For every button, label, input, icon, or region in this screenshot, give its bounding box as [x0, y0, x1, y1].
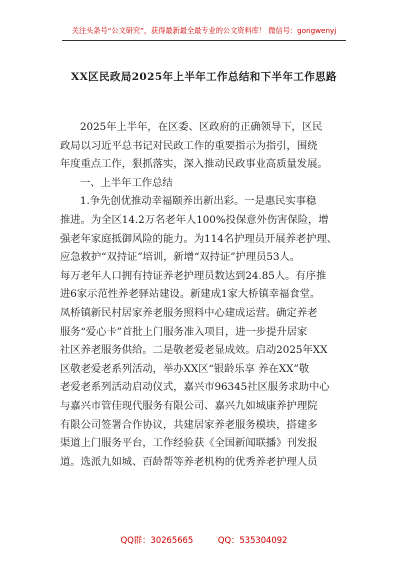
page-footer: [0, 534, 408, 546]
body-line: 2025年上半年，在区委、区政府的正确领导下，区民: [80, 121, 323, 133]
body-line: 一、上半年工作总结: [80, 176, 173, 189]
body-line: 与嘉兴市管佳现代服务有限公司、嘉兴九如城康养护理院: [60, 399, 318, 412]
body-line: 1.争先创优推动幸福颐养出新出彩。一是惠民实事稳: [80, 195, 317, 208]
footer-qq-group: QQ群：30265665: [120, 535, 194, 545]
body-line: 道。选派九如城、百龄帮等养老机构的优秀养老护理人员: [60, 455, 318, 468]
page-header: [0, 0, 408, 56]
body-line: 凤桥镇新民村居家养老服务照料中心建成运营。确定养老: [60, 306, 318, 319]
document-body: [60, 118, 348, 471]
body-line: 社区养老服务供给。二是敬老爱老显成效。启动2025年XX: [60, 344, 328, 357]
body-line: 服务“爱心卡”首批上门服务准入项目，进一步提升居家: [60, 325, 308, 338]
body-line: 进6家示范性养老驿站建设。新建成1家大桥镇幸福食堂。: [60, 288, 321, 301]
body-line: 老爱老系列活动启动仪式，嘉兴市96345社区服务求助中心: [60, 381, 330, 394]
body-line: 政局以习近平总书记对民政工作的重要指示为指引，围绕: [60, 139, 318, 152]
body-line: 强老年家庭抵御风险的能力。为114名护理员开展养老护理、: [60, 232, 338, 245]
body-line: 区敬老爱老系列活动，举办XX区“银龄乐享 养在XX”敬: [60, 362, 310, 375]
document-title: XX区民政局2025年上半年工作总结和下半年工作思路: [71, 71, 337, 83]
body-line: 渠道上门服务平台，工作经验获《全国新闻联播》刊发报: [60, 437, 318, 450]
body-line: 每万老年人口拥有持证养老护理员数达到24.85人。有序推: [60, 269, 327, 282]
header-notice: 关注头条号“公文研究”，获得最新最全最专业的公文资料库！ 微信号：gongwenyj: [71, 26, 337, 35]
footer-qq: QQ：535304092: [217, 535, 288, 545]
header-divider: [62, 40, 346, 41]
body-line: 推进。为全区14.2万名老年人100%投保意外伤害保险，增: [60, 213, 329, 226]
body-line: 年度重点工作，狠抓落实，深入推动民政事业高质量发展。: [60, 158, 328, 171]
body-line: 有限公司签署合作协议，共建居家养老服务模块，搭建多: [60, 418, 318, 431]
body-line: 应急救护“双持证”培训，新增“双持证”护理员53人。: [60, 251, 301, 264]
